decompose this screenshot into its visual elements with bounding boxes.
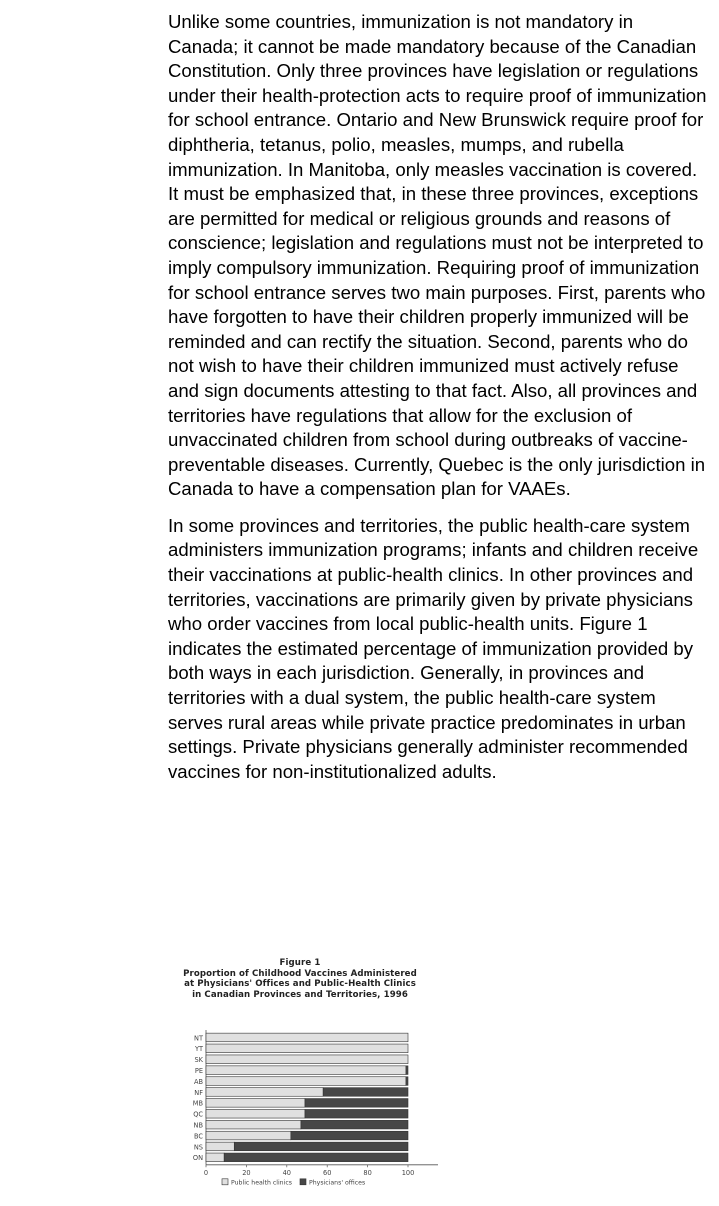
bar-yt-public-health bbox=[206, 1044, 408, 1053]
y-tick-label-nb: NB bbox=[193, 1121, 203, 1130]
bar-mb-physicians bbox=[305, 1099, 408, 1108]
bar-bc-public-health bbox=[206, 1131, 291, 1140]
y-tick-label-nt: NT bbox=[194, 1034, 203, 1043]
bar-nt-public-health bbox=[206, 1033, 408, 1042]
figure-label: Figure 1 bbox=[279, 958, 321, 968]
y-tick-label-on: ON bbox=[192, 1154, 203, 1163]
bar-nb-physicians bbox=[301, 1120, 408, 1129]
figure-1 bbox=[160, 958, 440, 1200]
bar-nb-public-health bbox=[206, 1120, 301, 1129]
bar-nf-physicians bbox=[323, 1088, 408, 1097]
paragraph-immunization-policy: Unlike some countries, immunization is not mandatory in Canada; it cannot be made mandatory because of the Canadian Constitution. Only three provinces have legislation or regulations under their health-protection acts to require proof of immunization for school entrance. Ontario and New Brunswick require proof for diphtheria, tetanus, polio, measles, mumps, and rubella immunization. In Manitoba, only measles vaccination is covered. It must be emphasized that, in these three provinces, exceptions are permitted for medical or religious grounds and reasons of conscience; legislation and regulations must not be interpreted to imply compulsory immunization. Requiring proof of immunization for school entrance serves two main purposes. First, parents who have forgotten to have their children properly immunized will be reminded and can rectify the situation. Second, parents who do not wish to have their children immunized must actively refuse and sign documents attesting to that fact. Also, all provinces and territories have regulations that allow for the exclusion of unvaccinated children from school during outbreaks of vaccine-preventable diseases. Currently, Quebec is the only jurisdiction in Canada to have a compensation plan for VAAEs. bbox=[168, 11, 707, 500]
legend-swatch-public-health bbox=[222, 1179, 228, 1185]
x-tick-label-80: 80 bbox=[363, 1168, 372, 1177]
bar-ns-public-health bbox=[206, 1142, 234, 1151]
bar-ns-physicians bbox=[234, 1142, 408, 1151]
bar-qc-public-health bbox=[206, 1109, 305, 1118]
bar-pe-public-health bbox=[206, 1066, 406, 1075]
y-tick-label-ab: AB bbox=[193, 1077, 203, 1086]
y-tick-label-sk: SK bbox=[194, 1056, 203, 1065]
bar-mb-public-health bbox=[206, 1099, 305, 1108]
article-text bbox=[168, 10, 708, 796]
bar-ab-physicians bbox=[406, 1077, 408, 1086]
y-tick-label-mb: MB bbox=[192, 1099, 203, 1108]
bar-pe-physicians bbox=[406, 1066, 408, 1075]
figure-title-line-3: in Canadian Provinces and Territories, 1996 bbox=[192, 989, 408, 1000]
y-tick-label-yt: YT bbox=[194, 1045, 203, 1054]
stacked-bar-chart bbox=[160, 1026, 440, 1206]
paragraph-immunization-delivery: In some provinces and territories, the public health-care system administers immunization programs; infants and children receive their vaccinations at public-health clinics. In other provinces and territories, vaccinations are primarily given by private physicians who order vaccines from local public-health units. Figure 1 indicates the estimated percentage of immunization provided by both ways in each jurisdiction. Generally, in provinces and territories with a dual system, the public health-care system serves rural areas while private practice predominates in urban settings. Private physicians generally administer recommended vaccines for non-institutionalized adults. bbox=[168, 514, 699, 782]
x-tick-label-60: 60 bbox=[323, 1168, 332, 1177]
legend-label-physicians: Physicians' offices bbox=[309, 1179, 366, 1187]
bar-sk-public-health bbox=[206, 1055, 408, 1064]
x-tick-label-100: 100 bbox=[401, 1168, 415, 1177]
legend-swatch-physicians bbox=[300, 1179, 306, 1185]
bar-bc-physicians bbox=[291, 1131, 408, 1140]
bar-on-public-health bbox=[206, 1153, 224, 1162]
y-tick-label-nf: NF bbox=[194, 1088, 203, 1097]
y-tick-label-ns: NS bbox=[193, 1143, 203, 1152]
y-tick-label-pe: PE bbox=[194, 1066, 203, 1075]
x-tick-label-20: 20 bbox=[242, 1168, 251, 1177]
bar-qc-physicians bbox=[305, 1109, 408, 1118]
y-tick-label-qc: QC bbox=[193, 1110, 203, 1119]
bar-nf-public-health bbox=[206, 1088, 323, 1097]
x-tick-label-0: 0 bbox=[203, 1168, 209, 1177]
bar-ab-public-health bbox=[206, 1077, 406, 1086]
figure-title-line-1: Proportion of Childhood Vaccines Administered bbox=[183, 968, 417, 979]
figure-title-line-2: at Physicians' Offices and Public-Health Clinics bbox=[184, 979, 416, 989]
x-tick-label-40: 40 bbox=[282, 1168, 291, 1177]
bar-on-physicians bbox=[224, 1153, 408, 1162]
y-tick-label-bc: BC bbox=[193, 1132, 203, 1141]
legend-label-public-health: Public health clinics bbox=[231, 1179, 292, 1187]
